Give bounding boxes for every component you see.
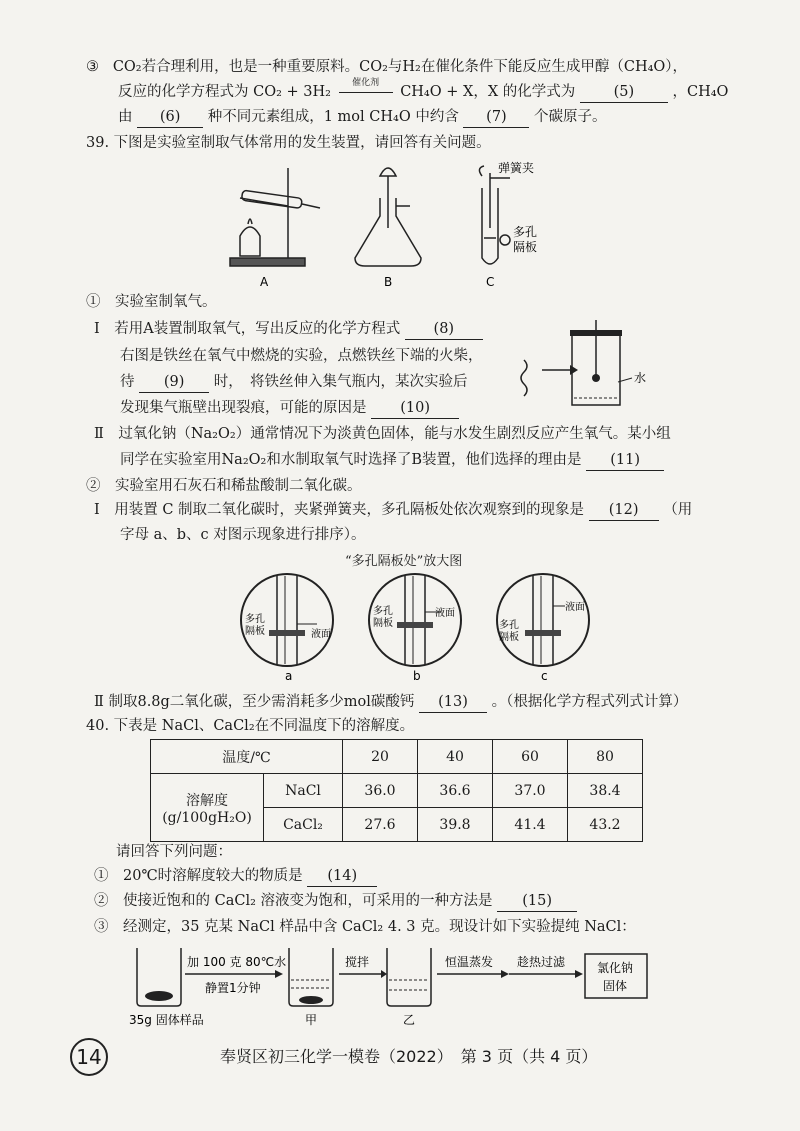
temp-cell: 80: [568, 740, 643, 774]
q40-a2: ② 使接近饱和的 CaCl₂ 溶液变为饱和，可采用的一种方法是 (15): [94, 891, 577, 912]
apparatus-a: [230, 168, 320, 266]
zoom-title: “多孔隔板处”放大图: [345, 554, 463, 569]
q39-p2: ② 实验室用石灰石和稀盐酸制二氧化碳。: [86, 478, 362, 494]
zoom-circle-a: [241, 574, 333, 683]
temp-cell: 20: [343, 740, 418, 774]
flow-product2: 固体: [603, 979, 628, 993]
iron-wire-figure: [512, 320, 672, 420]
table-cell: 43.2: [568, 808, 643, 842]
table-cell: 37.0: [493, 774, 568, 808]
table-row: [151, 740, 643, 774]
table-cell: 38.4: [568, 774, 643, 808]
q39-ii2: Ⅱ 制取8.8g二氧化碳，至少需消耗多少mol碳酸钙 (13) 。（根据化学方程式列式计算）: [94, 692, 687, 713]
q38-line3: 由 (6) 种不同元素组成，1 mol CH₄O 中约含 (7) 个碳原子。: [118, 107, 607, 128]
q39-title: 39. 下图是实验室制取气体常用的发生装置，请回答有关问题。: [86, 135, 491, 151]
q39-i1d: 发现集气瓶壁出现裂痕，可能的原因是 (10): [120, 398, 459, 419]
table-cell: 27.6: [343, 808, 418, 842]
q38-line2: 反应的化学方程式为 CO₂ + 3H₂ 催化剂 CH₄O + X，X 的化学式为 (5) ，CH₄O: [118, 82, 728, 103]
table-row: [151, 774, 643, 808]
blank-6[interactable]: (6): [137, 107, 203, 128]
blank-15[interactable]: (15): [497, 891, 577, 912]
flow-jia: 甲: [305, 1013, 318, 1027]
zoom-circles: [235, 572, 595, 684]
row-name: CaCl₂: [264, 808, 343, 842]
label-c: C: [486, 275, 495, 288]
blank-8[interactable]: (8): [405, 319, 483, 340]
footer-text: 奉贤区初三化学一模卷（2022） 第 3 页（共 4 页）: [220, 1047, 598, 1066]
liquid-label-a: 液面: [311, 629, 331, 640]
q40-title: 40. 下表是 NaCl、CaCl₂在不同温度下的溶解度。: [86, 718, 415, 734]
solubility-label: 溶解度 (g/100gH₂O): [151, 774, 264, 842]
apparatus-figure: [220, 158, 540, 288]
plate-label-a2: 隔板: [245, 626, 265, 637]
liquid-label-b: 液面: [435, 608, 455, 619]
catalyst-arrow: 催化剂: [336, 82, 396, 102]
label-clip: 弹簧夹: [498, 161, 535, 175]
zoom-circle-c: [497, 574, 589, 683]
blank-12[interactable]: (12): [589, 500, 659, 521]
blank-13[interactable]: (13): [419, 692, 487, 713]
blank-9[interactable]: (9): [139, 372, 209, 393]
q38-line1: ③ CO₂若合理利用，也是一种重要原料。CO₂与H₂在催化条件下能反应生成甲醇（CH₄O），: [86, 59, 688, 75]
q39-i1b: 右图是铁丝在氧气中燃烧的实验，点燃铁丝下端的火柴，: [120, 348, 483, 364]
plate-label-c2: 隔板: [499, 632, 519, 643]
q39-i1a: Ⅰ 若用A装置制取氧气，写出反应的化学方程式 (8): [94, 319, 483, 340]
temp-cell: 60: [493, 740, 568, 774]
q40-prompt: 请回答下列问题：: [116, 844, 232, 860]
q39-i2b: 字母 a、b、c 对图示现象进行排序）。: [120, 527, 366, 543]
q40-a3: ③ 经测定，35 克某 NaCl 样品中含 CaCl₂ 4. 3 克。现设计如下实验提纯 NaCl：: [94, 919, 636, 935]
q39-i1c: 待 (9) 时， 将铁丝伸入集气瓶内，某次实验后: [120, 372, 467, 393]
blank-7[interactable]: (7): [463, 107, 529, 128]
plate-label-b1: 多孔: [373, 606, 393, 617]
page-badge: 14: [70, 1038, 108, 1076]
apparatus-b: [355, 168, 421, 266]
label-water: 水: [634, 371, 647, 385]
blank-14[interactable]: (14): [307, 866, 377, 887]
label-plate-1: 多孔: [513, 225, 538, 239]
temp-header: 温度/℃: [151, 740, 343, 774]
table-cell: 36.0: [343, 774, 418, 808]
flow-step2: 搅拌: [345, 955, 370, 969]
flow-yi: 乙: [403, 1013, 416, 1027]
purification-flow: [125, 940, 665, 1030]
table-cell: 41.4: [493, 808, 568, 842]
plate-label-a1: 多孔: [245, 614, 265, 625]
flow-step1b: 静置1分钟: [205, 981, 261, 995]
q39-ii1b: 同学在实验室用Na₂O₂和水制取氧气时选择了B装置，他们选择的理由是 (11): [120, 450, 664, 471]
blank-5[interactable]: (5): [580, 82, 668, 103]
flow-sample: 35g 固体样品: [129, 1013, 204, 1027]
apparatus-c: [479, 166, 510, 264]
flow-step4: 趁热过滤: [517, 955, 566, 969]
liquid-label-c: 液面: [565, 602, 585, 613]
temp-cell: 40: [418, 740, 493, 774]
flow-product1: 氯化钠: [597, 961, 634, 975]
plate-label-c1: 多孔: [499, 620, 519, 631]
blank-11[interactable]: (11): [586, 450, 664, 471]
circle-label-a: a: [285, 669, 293, 683]
flow-step1a: 加 100 克 80℃水: [187, 955, 287, 969]
zoom-circle-b: [369, 574, 461, 683]
flow-step3: 恒温蒸发: [445, 955, 494, 969]
q39-p1: ① 实验室制氧气。: [86, 294, 217, 310]
circle-label-b: b: [413, 669, 421, 683]
label-b: B: [384, 275, 393, 288]
table-cell: 36.6: [418, 774, 493, 808]
circle-label-c: c: [541, 669, 548, 683]
label-a: A: [260, 275, 269, 288]
solubility-table: [150, 739, 643, 842]
row-name: NaCl: [264, 774, 343, 808]
blank-10[interactable]: (10): [371, 398, 459, 419]
label-plate-2: 隔板: [513, 240, 538, 254]
q40-a1: ① 20℃时溶解度较大的物质是 (14): [94, 866, 377, 887]
plate-label-b2: 隔板: [373, 618, 393, 629]
q39-i2a: Ⅰ 用装置 C 制取二氧化碳时，夹紧弹簧夹，多孔隔板处依次观察到的现象是 (12) （用: [94, 500, 692, 521]
q39-ii1a: Ⅱ 过氧化钠（Na₂O₂）通常情况下为淡黄色固体，能与水发生剧烈反应产生氧气。某小组: [94, 426, 671, 442]
table-cell: 39.8: [418, 808, 493, 842]
